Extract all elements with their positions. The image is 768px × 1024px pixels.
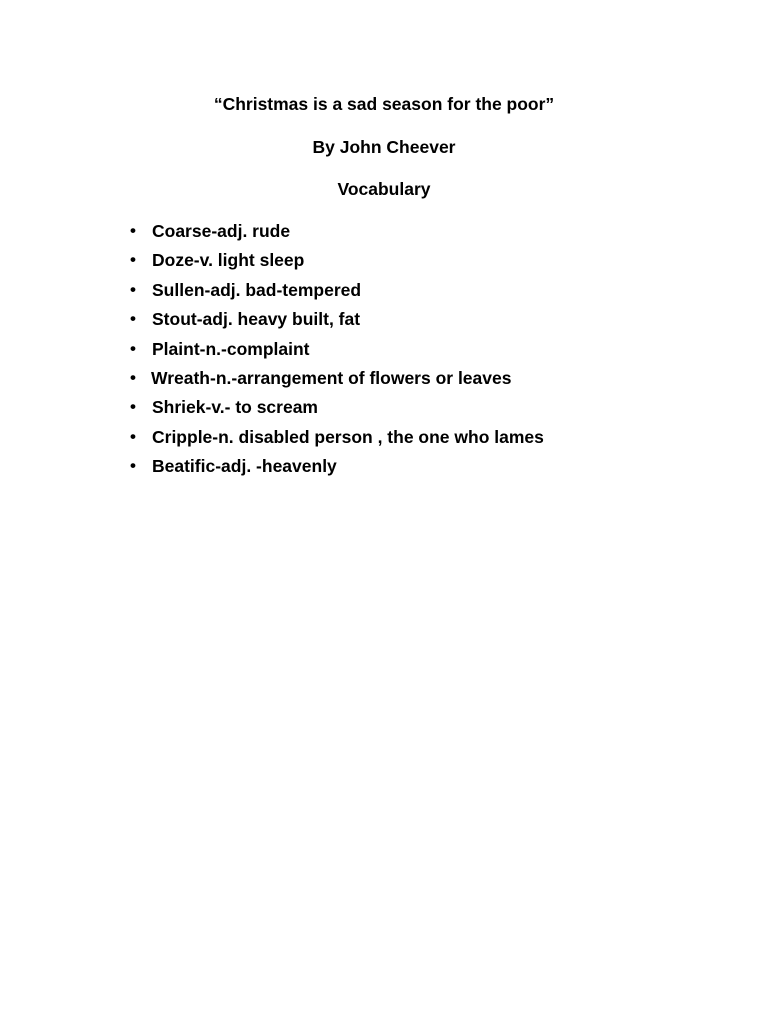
bullet-icon: • [130, 456, 136, 476]
vocabulary-entry: Doze-v. light sleep [152, 250, 305, 271]
vocabulary-entry: Coarse-adj. rude [152, 221, 291, 241]
vocabulary-entry: Shriek-v.- to scream [152, 397, 318, 418]
vocabulary-entry: Plaint-n.-complaint [152, 338, 310, 359]
vocabulary-entry: Cripple-n. disabled person , the one who lames [152, 426, 544, 447]
bullet-icon: • [130, 338, 136, 358]
document-author: By John Cheever [312, 137, 456, 157]
bullet-icon: • [130, 397, 136, 417]
document-title: “Christmas is a sad season for the poor” [213, 94, 555, 114]
bullet-icon: • [130, 250, 136, 270]
vocabulary-entry: Sullen-adj. bad-tempered [152, 279, 362, 300]
bullet-icon: • [130, 309, 136, 329]
bullet-icon: • [130, 367, 136, 387]
bullet-icon: • [130, 279, 136, 299]
bullet-icon: • [130, 221, 136, 240]
bullet-icon: • [130, 426, 136, 446]
vocabulary-entry: Stout-adj. heavy built, fat [152, 309, 361, 330]
vocabulary-entry: Beatific-adj. -heavenly [152, 456, 337, 477]
vocabulary-entry: Wreath-n.-arrangement of flowers or leaves [151, 367, 512, 388]
section-heading: Vocabulary [337, 179, 431, 199]
